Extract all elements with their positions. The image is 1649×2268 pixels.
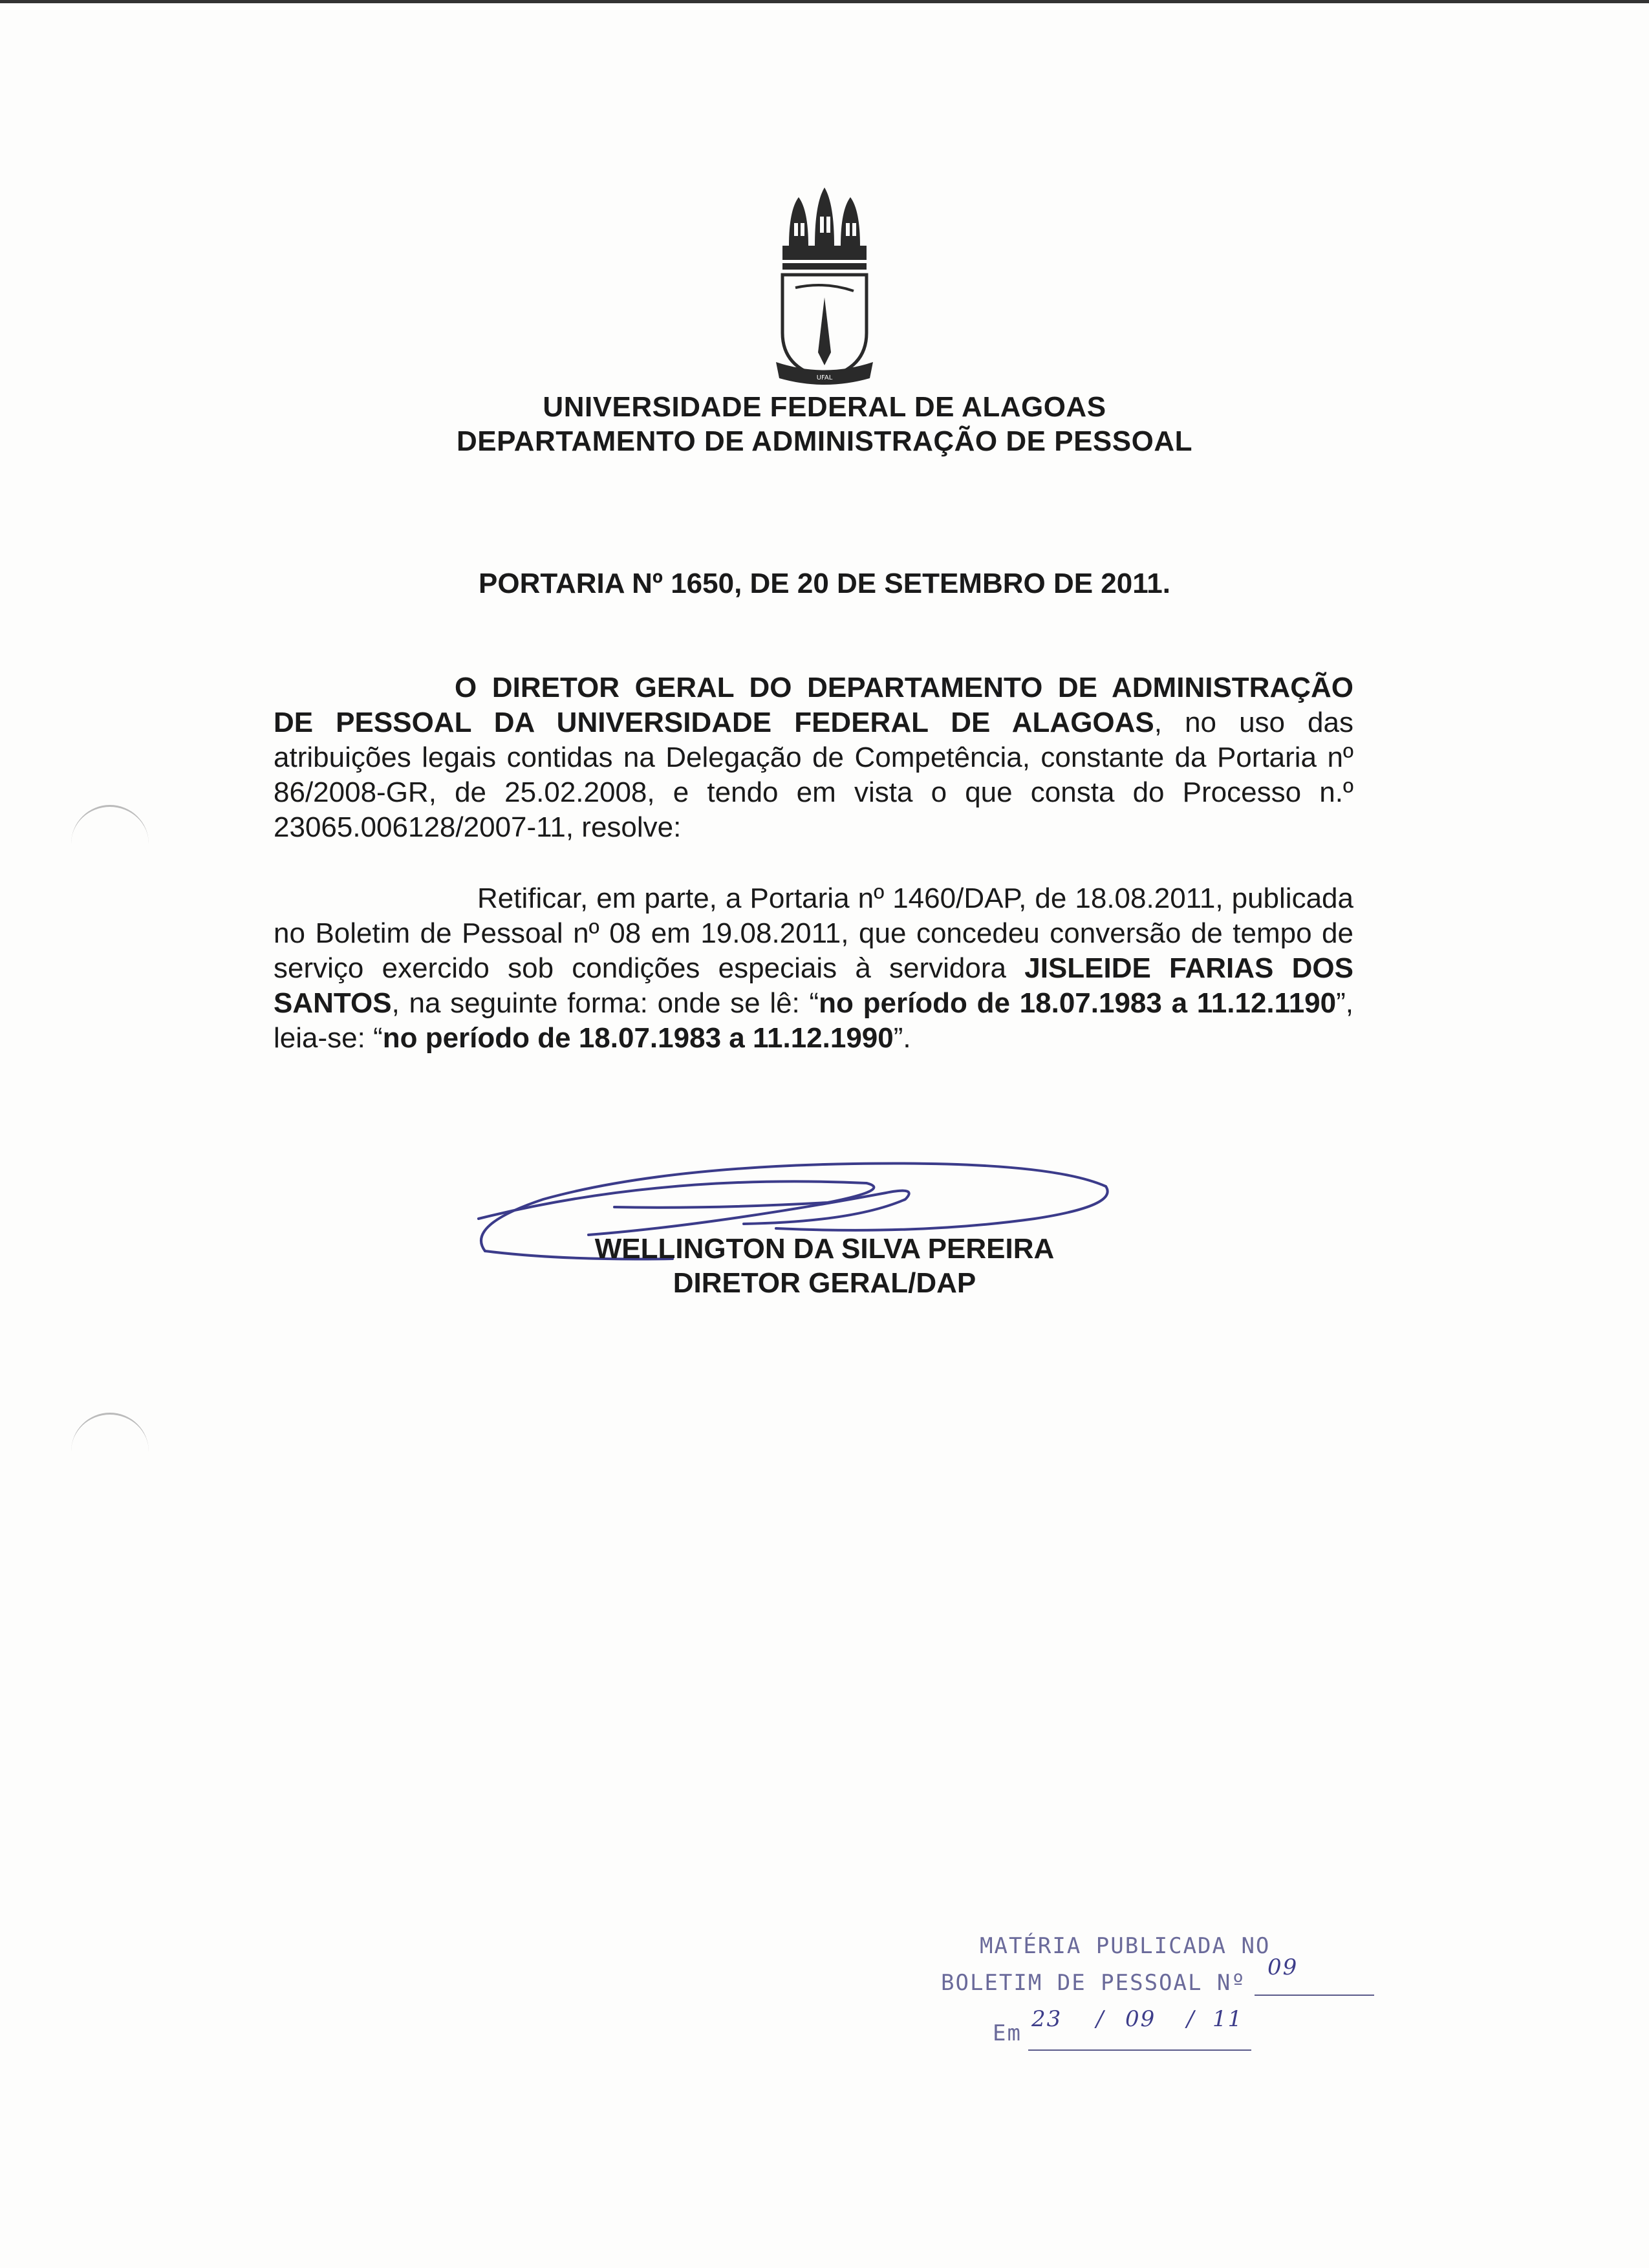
department-name: DEPARTAMENTO DE ADMINISTRAÇÃO DE PESSOAL — [457, 425, 1192, 457]
stamp-underline — [1255, 1995, 1374, 1996]
stamp-line-1: MATÉRIA PUBLICADA NO — [980, 1933, 1271, 1959]
employee-name: JISLEIDE FARIAS DOS SANTOS — [274, 952, 1353, 1019]
crest-motto: UFAL — [816, 374, 833, 381]
university-crest-logo — [763, 184, 886, 391]
resolution-text-3: ”, leia-se: “ — [274, 987, 1353, 1054]
preamble-paragraph — [274, 670, 1353, 845]
stamp-date-month: 09 — [1125, 2006, 1156, 2032]
resolution-text-1: Retificar, em parte, a Portaria nº 1460/DAP, de 18.08.2011, publicada no Boletim de Pessoal nº 08 em 19.08.2011, que concedeu conversão de tempo de serviço exercido sob condições especiais à servidora — [274, 883, 1353, 984]
resolution-text-4: ”. — [893, 1022, 911, 1054]
stamp-date-day: 23 — [1031, 2006, 1062, 2032]
preamble-authority: O DIRETOR GERAL DO DEPARTAMENTO DE ADMINISTRAÇÃO DE PESSOAL DA UNIVERSIDADE FEDERAL DE ALAGOAS — [274, 672, 1353, 738]
incorrect-period: no período de 18.07.1983 a 11.12.1190 — [819, 987, 1337, 1019]
scan-top-border — [0, 0, 1649, 3]
publication-stamp — [941, 1930, 1381, 2066]
stamp-date-sep: / — [1096, 2006, 1105, 2032]
punch-hole-mark — [71, 805, 149, 846]
resolution-paragraph — [274, 881, 1353, 1056]
stamp-date-year: 11 — [1212, 2006, 1244, 2032]
stamp-date-sep: / — [1187, 2006, 1196, 2032]
stamp-line-2: BOLETIM DE PESSOAL Nº — [941, 1970, 1246, 1996]
signatory-role: DIRETOR GERAL/DAP — [673, 1267, 976, 1299]
corrected-period: no período de 18.07.1983 a 11.12.1990 — [382, 1022, 894, 1054]
stamp-underline — [1028, 2049, 1251, 2051]
document-title: PORTARIA Nº 1650, DE 20 DE SETEMBRO DE 2011. — [479, 568, 1170, 599]
stamp-bulletin-number: 09 — [1267, 1954, 1299, 1980]
signatory-name: WELLINGTON DA SILVA PEREIRA — [594, 1233, 1055, 1265]
punch-hole-mark — [71, 1413, 149, 1453]
resolution-text-2: , na seguinte forma: onde se lê: “ — [391, 987, 819, 1019]
university-name: UNIVERSIDADE FEDERAL DE ALAGOAS — [543, 391, 1106, 423]
stamp-date-prefix: Em — [993, 2020, 1022, 2046]
preamble-text: , no uso das atribuições legais contidas na Delegação de Competência, constante da Portaria nº 86/2008-GR, de 25.02.2008, e tendo em vista o que consta do Processo n.º 23065.006128/2007-11, resolve: — [274, 707, 1353, 843]
